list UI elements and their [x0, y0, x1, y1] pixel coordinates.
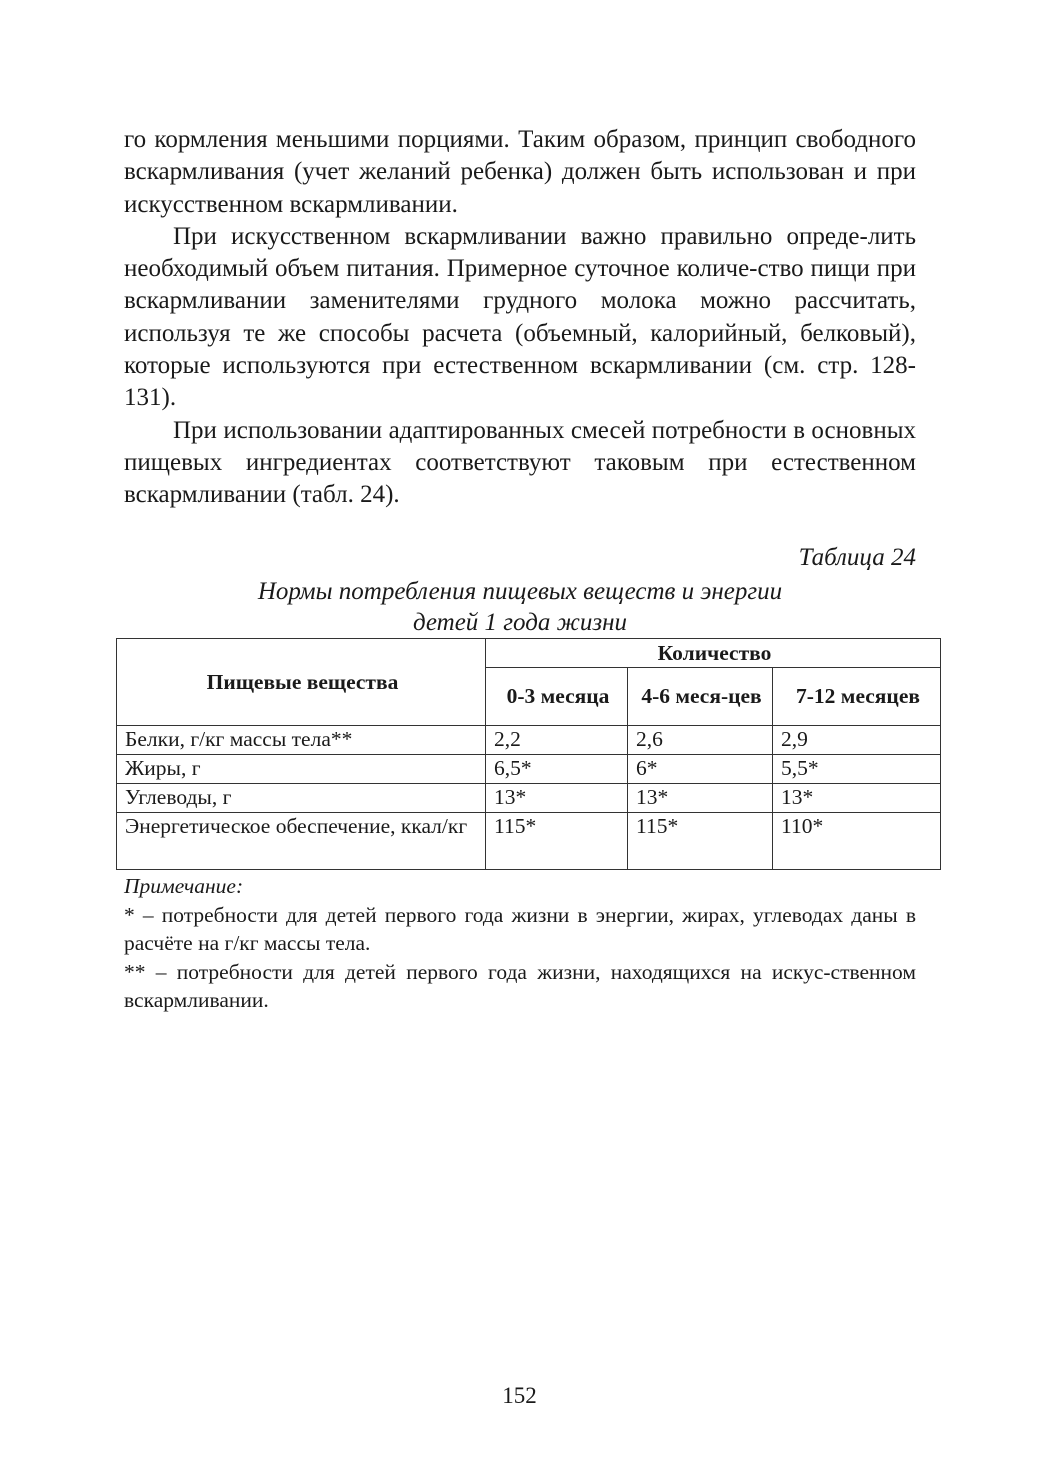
row-name: Белки, г/кг массы тела** [117, 726, 486, 755]
header-age-0-3: 0-3 месяца [486, 668, 628, 726]
cell-value: 5,5* [773, 755, 941, 784]
header-nutrients: Пищевые вещества [117, 639, 486, 726]
nutrition-norms-table [116, 638, 941, 870]
cell-value: 110* [773, 813, 941, 870]
table-title-line-1: Нормы потребления пищевых веществ и энергии [257, 578, 783, 605]
cell-value: 13* [628, 784, 773, 813]
body-text [124, 124, 916, 512]
table-row [117, 755, 941, 784]
paragraph-3: При использовании адаптированных смесей потребности в основных пищевых ингредиентах соответствуют таковым при естественном вскармливании (табл. 24). [124, 416, 916, 509]
header-quantity: Количество [486, 639, 941, 668]
cell-value: 2,6 [628, 726, 773, 755]
cell-value: 2,2 [486, 726, 628, 755]
paragraph-2: При искусственном вскармливании важно правильно опреде-лить необходимый объем питания. Примерное суточное количе-ство пищи при вскармливании заменителями грудного молока можно рассчитать, используя те же способы расчета (объемный, калорийный, белковый), которые используются при естественном вскармливании (см. стр. 128-131). [124, 222, 916, 412]
table-row [117, 784, 941, 813]
note-item: * – потребности для детей первого года жизни в энергии, жирах, углеводах даны в расчёте на г/кг массы тела. [124, 902, 916, 955]
cell-value: 13* [773, 784, 941, 813]
header-age-4-6: 4-6 меся-цев [628, 668, 773, 726]
notes-title: Примечание: [124, 874, 244, 898]
table-row [117, 726, 941, 755]
page-number: 152 [502, 1383, 537, 1408]
row-name: Углеводы, г [117, 784, 486, 813]
cell-value: 115* [628, 813, 773, 870]
row-name: Жиры, г [117, 755, 486, 784]
header-age-7-12: 7-12 месяцев [773, 668, 941, 726]
table-title [124, 576, 916, 638]
cell-value: 6,5* [486, 755, 628, 784]
note-item: ** – потребности для детей первого года жизни, находящихся на искус-ственном вскармливании. [124, 959, 916, 1012]
row-name: Энергетическое обеспечение, ккал/кг [117, 813, 486, 870]
cell-value: 13* [486, 784, 628, 813]
table-number-label: Таблица 24 [798, 544, 916, 571]
table-title-line-2: детей 1 года жизни [412, 609, 628, 636]
cell-value: 6* [628, 755, 773, 784]
paragraph-1: го кормления меньшими порциями. Таким образом, принцип свободного вскармливания (учет желаний ребенка) должен быть использован и при искусственном вскармливании. [124, 126, 916, 218]
cell-value: 2,9 [773, 726, 941, 755]
cell-value: 115* [486, 813, 628, 870]
table-header-row [117, 639, 941, 668]
table-row [117, 813, 941, 870]
table-notes [124, 872, 916, 1015]
